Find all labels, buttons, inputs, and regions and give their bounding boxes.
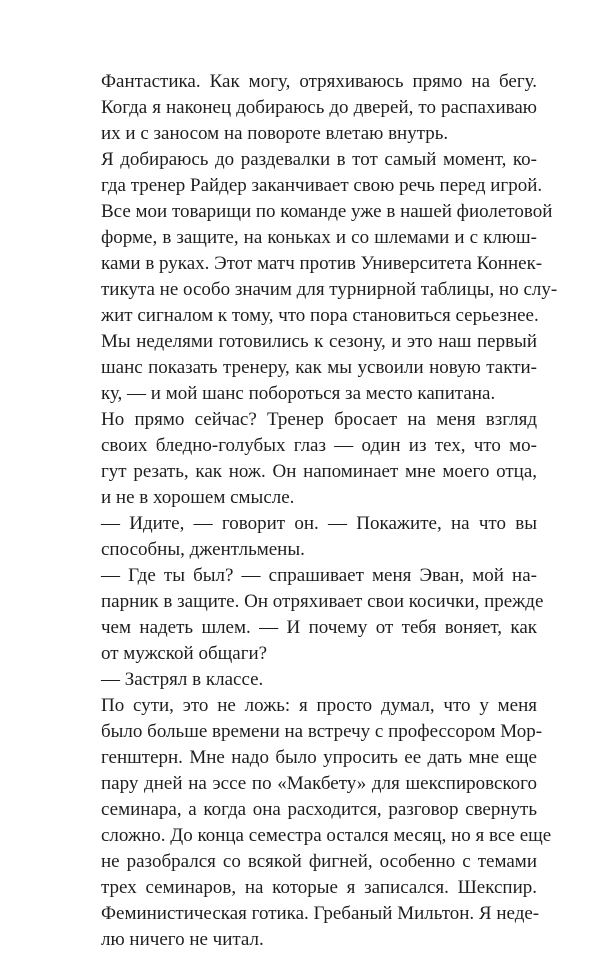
text-line: и не в хорошем смысле. <box>101 487 295 508</box>
text-line: По сути, это не ложь: я просто думал, что у меня <box>101 695 537 716</box>
text-line: было больше времени на встречу с профессором Мор- <box>101 721 543 742</box>
text-line: Я добираюсь до раздевалки в тот самый момент, ко- <box>101 149 537 170</box>
text-line: шанс показать тренеру, как мы усвоили новую такти- <box>101 357 537 378</box>
text-line: пару дней на эссе по «Макбету» для шекспировского <box>101 773 537 794</box>
text-line: семинара, а когда она расходится, разговор свернуть <box>101 799 537 820</box>
text-line: генштерн. Мне надо было упросить ее дать мне еще <box>101 747 537 768</box>
text-line: трех семинаров, на которые я записался. Шекспир. <box>101 877 537 898</box>
text-line: от мужской общаги? <box>101 643 268 664</box>
text-line: — Застрял в классе. <box>101 669 264 690</box>
paragraph-5 <box>71 563 544 667</box>
text-line: их и с заносом на повороте влетаю внутрь. <box>101 123 449 144</box>
text-line: сложно. До конца семестра остался месяц, но я все еще <box>101 825 552 846</box>
paragraph-2 <box>71 147 558 407</box>
text-line: гут резать, как нож. Он напоминает мне моего отца, <box>101 461 537 482</box>
paragraph-3 <box>71 407 537 511</box>
text-line: Но прямо сейчас? Тренер бросает на меня взгляд <box>101 409 537 430</box>
text-line: Все мои товарищи по команде уже в нашей фиолетовой <box>101 201 553 222</box>
text-line: чем надеть шлем. — И почему от тебя воняет, как <box>101 617 537 638</box>
paragraph-6 <box>71 667 537 693</box>
text-line: парник в защите. Он отряхивает свои косички, прежде <box>101 591 544 612</box>
text-line: — Где ты был? — спрашивает меня Эван, мой на- <box>101 565 537 586</box>
text-line: ками в руках. Этот матч против Университета Коннек- <box>101 253 543 274</box>
paragraph-7 <box>71 693 552 953</box>
text-line: форме, в защите, на коньках и со шлемами и с клюш- <box>101 227 537 248</box>
text-line: Феминистическая готика. Гребаный Мильтон. Я неде- <box>101 903 540 924</box>
book-page <box>71 69 558 953</box>
text-line: лю ничего не читал. <box>101 929 264 950</box>
text-line: — Идите, — говорит он. — Покажите, на что вы <box>101 513 537 534</box>
text-line: Фантастика. Как могу, отряхиваюсь прямо на бегу. <box>101 71 537 92</box>
text-line: гда тренер Райдер заканчивает свою речь перед игрой. <box>101 175 543 196</box>
text-line: Когда я наконец добираюсь до дверей, то распахиваю <box>101 97 537 118</box>
paragraph-1 <box>71 69 537 147</box>
text-line: тикута не особо значим для турнирной таблицы, но слу- <box>101 279 558 300</box>
text-line: своих бледно-голубых глаз — один из тех, что мо- <box>101 435 537 456</box>
text-line: жит сигналом к тому, что пора становиться серьезнее. <box>101 305 539 326</box>
text-line: не разобрался со всякой фигней, особенно с темами <box>101 851 537 872</box>
text-line: ку, — и мой шанс побороться за место капитана. <box>101 383 496 404</box>
paragraph-4 <box>71 511 537 563</box>
text-line: способны, джентльмены. <box>101 539 305 560</box>
text-line: Мы неделями готовились к сезону, и это наш первый <box>101 331 537 352</box>
